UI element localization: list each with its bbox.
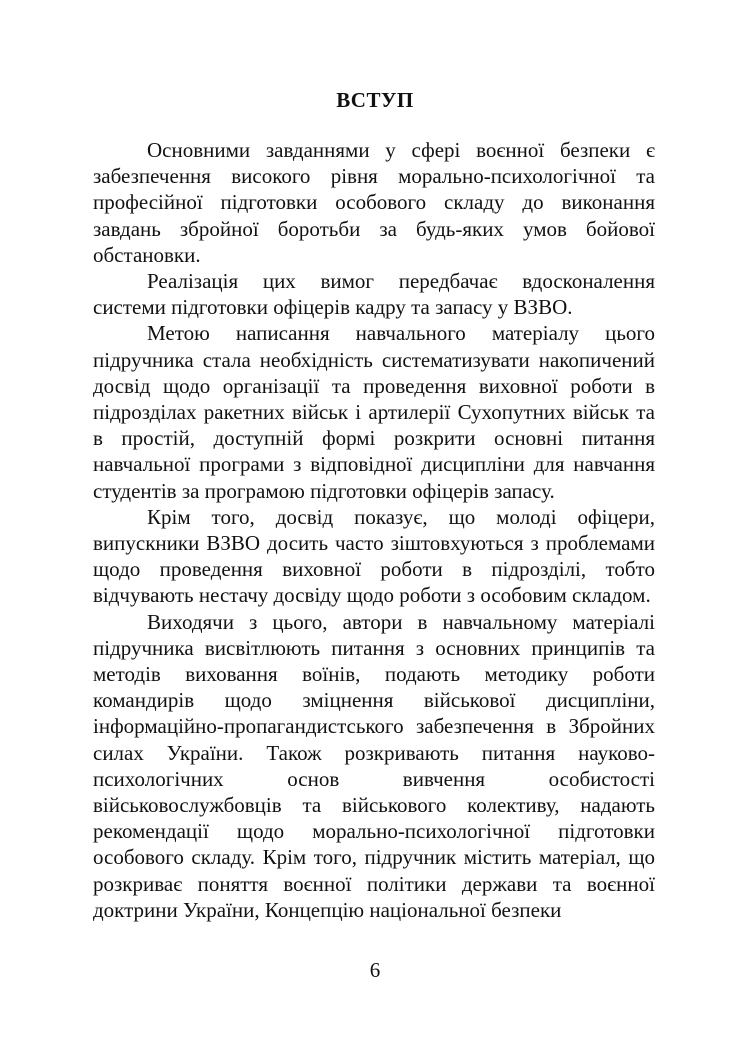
paragraph-1: Основними завданнями у сфері воєнної безпеки є забезпечення високого рівня морально-психологічної та професійної підготовки особового складу до виконання завдань збройної боротьби за будь-яких умов бойової обстановки. <box>93 138 655 267</box>
paragraph-5: Виходячи з цього, автори в навчальному матеріалі підручника висвітлюють питання з основних принципів та методів виховання воїнів, подають методику роботи командирів щодо зміцнення військової дисципліни, інформаційно-пропагандистського забезпечення в Збройних силах України. Також розкривають питання науково-психологічних основ вивчення особистості військовослужбовців та військового колективу, надають рекомендації щодо морально-психологічної підготовки особового складу. Крім того, підручник містить матеріал, що розкриває поняття воєнної політики держави та воєнної доктрини України, Концепцію національної безпеки <box>93 609 655 922</box>
page-number: 6 <box>369 958 381 982</box>
paragraph-2: Реалізація цих вимог передбачає вдосконалення системи підготовки офіцерів кадру та запасу у ВЗВО. <box>93 269 655 320</box>
body-text <box>93 137 655 923</box>
paragraph-4: Крім того, досвід показує, що молоді офіцери, випускники ВЗВО досить часто зіштовхуються з проблемами щодо проведення виховної роботи в підрозділі, тобто відчувають нестачу досвіду щодо роботи з особовим складом. <box>93 504 655 608</box>
paragraph-3: Метою написання навчального матеріалу цього підручника стала необхідність систематизувати накопичений досвід щодо організації та проведення виховної роботи в підрозділах ракетних військ і артилерії Сухопутних військ та в простій, доступній формі розкрити основні питання навчальної програми з відповідної дисципліни для навчання студентів за програмою підготовки офіцерів запасу. <box>93 321 655 503</box>
section-title: ВСТУП <box>336 88 414 112</box>
